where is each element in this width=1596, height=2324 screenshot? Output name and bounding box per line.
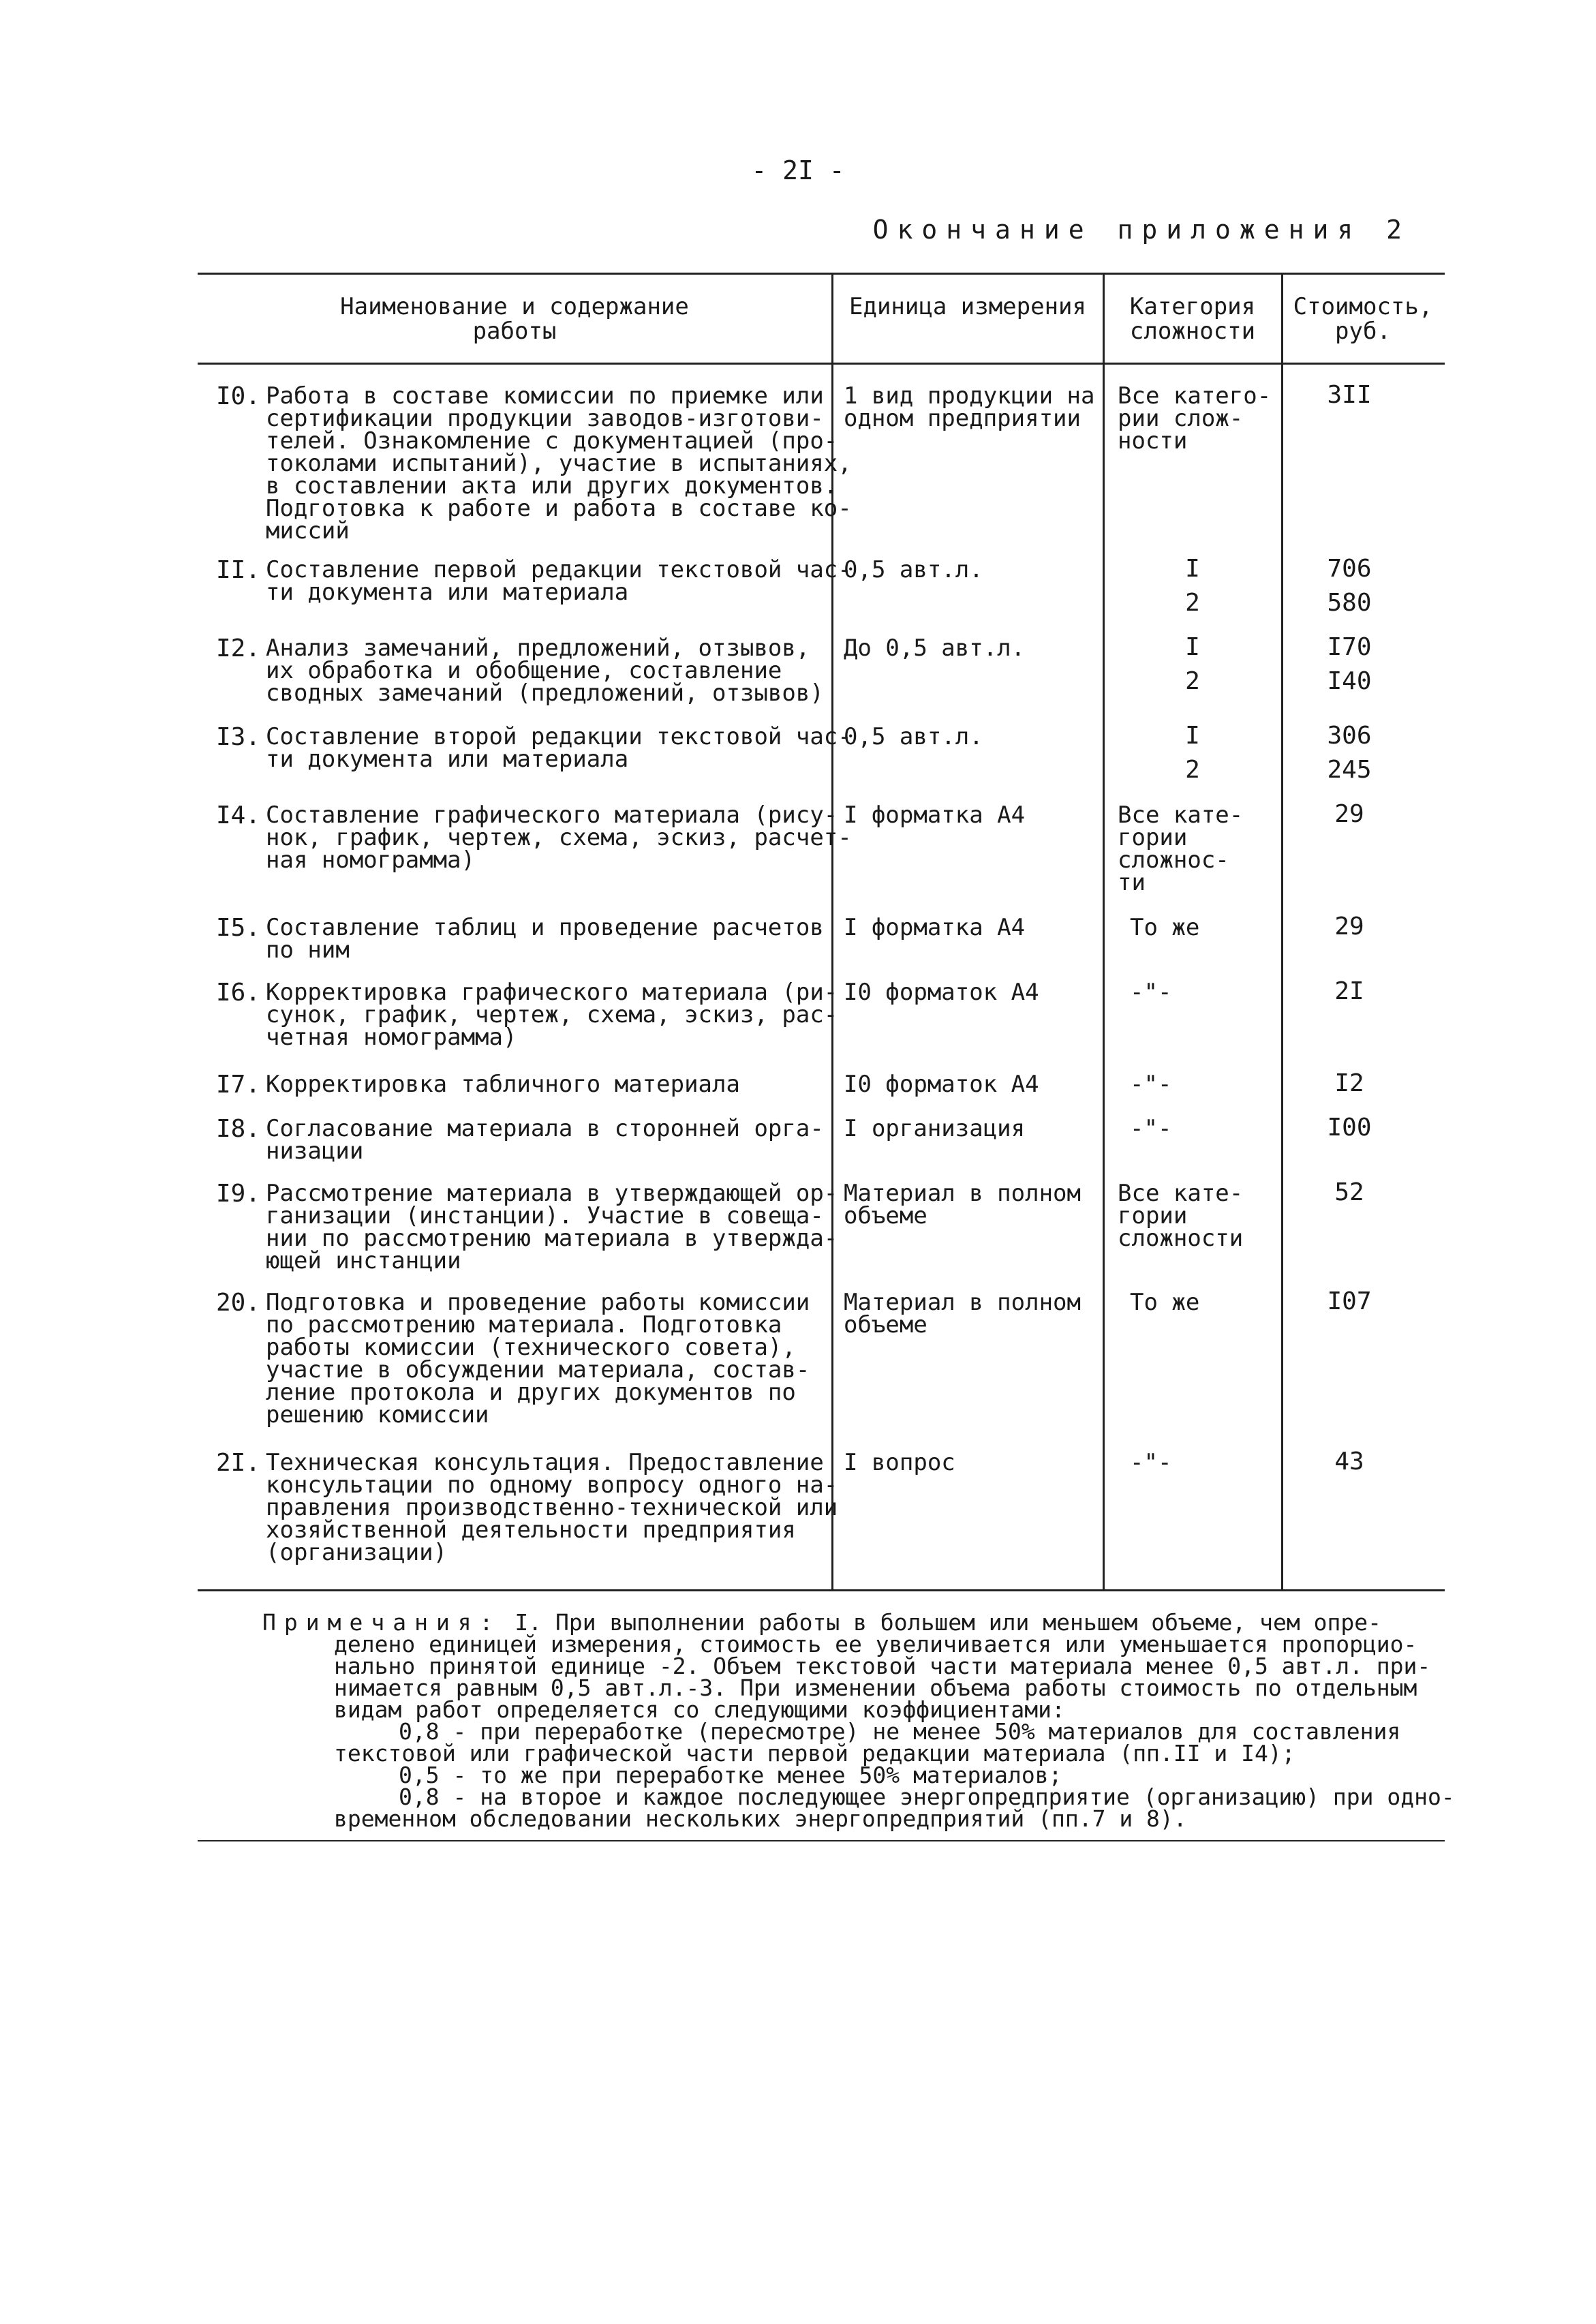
cost-value: 29 [1334, 913, 1364, 941]
header-unit: Единица измерения [849, 293, 1086, 320]
category-line: Все кате- [1118, 801, 1244, 829]
cost-value: I70 I40 [1327, 633, 1372, 695]
row-number: I4. [215, 801, 260, 829]
work-name-line: (организации) [266, 1539, 448, 1566]
work-name-line: Составление второй редакции текстовой час- [266, 723, 852, 750]
cost-value: I2 [1334, 1069, 1364, 1097]
category-line: То же [1130, 1289, 1200, 1316]
work-name-line: ти документа или материала [266, 746, 629, 773]
work-name-line: Составление первой редакции текстовой час- [266, 556, 852, 583]
work-name-line: ющей инстанции [266, 1247, 461, 1274]
notes-line: 0,5 - то же при переработке менее 50% материалов; [399, 1762, 1062, 1788]
unit-line: I форматка А4 [844, 914, 1026, 941]
unit-line: Материал в полном [844, 1180, 1081, 1207]
row-number: I7. [215, 1071, 260, 1099]
work-name-line: сводных замечаний (предложений, отзывов) [266, 679, 824, 707]
cost-value: 2I [1334, 977, 1364, 1005]
cost-value: 3II [1327, 381, 1372, 409]
category-values: I 2 [1185, 722, 1200, 784]
unit-line: 1 вид продукции на [844, 382, 1095, 410]
cost-value: I07 [1327, 1287, 1372, 1315]
notes-line: 0,8 - при переработке (пересмотре) не менее 50% материалов для составления [399, 1718, 1401, 1745]
cost-value: 52 [1334, 1178, 1364, 1206]
work-name-line: токолами испытаний), участие в испытаниях, [266, 450, 852, 477]
notes-block [262, 1609, 1482, 1832]
header-cost: Стоимость, руб. [1293, 293, 1433, 345]
work-name-line: ганизации (инстанции). Участие в совеща- [266, 1202, 824, 1229]
work-name-line: ная номограмма) [266, 846, 476, 874]
work-name-line: сертификации продукции заводов-изготови- [266, 405, 824, 432]
work-name-line: Рассмотрение материала в утверждающей ор- [266, 1180, 838, 1207]
work-name-line: нок, график, чертеж, схема, эскиз, расчет- [266, 824, 852, 851]
row-number: I3. [215, 723, 260, 751]
header-name: Наименование и содержание работы [340, 293, 689, 345]
row-number: I6. [215, 979, 260, 1007]
header-category: Категория сложности [1129, 293, 1256, 345]
cost-value: 43 [1334, 1448, 1364, 1476]
work-name-line: Корректировка табличного материала [266, 1071, 740, 1098]
unit-line: I форматка А4 [844, 801, 1026, 829]
work-name-line: в составлении акта или других документов. [266, 472, 838, 500]
work-name-line: работы комиссии (технического совета), [266, 1334, 796, 1361]
notes-line: видам работ определяется со следующими коэффициентами: [334, 1696, 1065, 1723]
category-line: ти [1118, 869, 1146, 896]
work-name-line: решению комиссии [266, 1401, 489, 1428]
category-line: -"- [1130, 1071, 1172, 1098]
row-number: I5. [215, 914, 260, 942]
unit-line: До 0,5 авт.л. [844, 634, 1026, 662]
work-name-line: участие в обсуждении материала, состав- [266, 1356, 810, 1383]
work-name-line: Подготовка и проведение работы комиссии [266, 1289, 810, 1316]
work-name-line: ление протокола и других документов по [266, 1379, 796, 1406]
work-name-line: хозяйственной деятельности предприятия [266, 1516, 796, 1544]
work-name-line: ти документа или материала [266, 579, 629, 606]
row-number: 2I. [215, 1449, 260, 1477]
work-name-line: Анализ замечаний, предложений, отзывов, [266, 634, 810, 662]
unit-line: одном предприятии [844, 405, 1081, 432]
work-name-line: низации [266, 1137, 364, 1165]
work-name-line: правления производственно-технической или [266, 1494, 838, 1521]
notes-line: делено единицей измерения, стоимость ее увеличивается или уменьшается пропорцио- [334, 1631, 1417, 1657]
category-values: I 2 [1185, 555, 1200, 617]
work-name-line: консультации по одному вопросу одного на- [266, 1471, 838, 1499]
category-line: сложнос- [1118, 846, 1229, 874]
row-number: I2. [215, 634, 260, 662]
category-line: гории [1118, 824, 1188, 851]
category-line: -"- [1130, 1115, 1172, 1142]
cost-value: 29 [1334, 800, 1364, 828]
category-line: -"- [1130, 979, 1172, 1006]
page-bottom-rule [198, 1840, 1445, 1841]
cost-value: 706 580 [1327, 555, 1372, 617]
category-line: рии слож- [1118, 405, 1244, 432]
notes-label: Примечания: [262, 1609, 502, 1636]
column-divider-category-cost [1281, 273, 1283, 1589]
category-line: Все кате- [1118, 1180, 1244, 1207]
unit-line: 0,5 авт.л. [844, 723, 983, 750]
row-number: 20. [215, 1289, 260, 1317]
unit-line: I0 форматок А4 [844, 979, 1039, 1006]
work-name-line: по ним [266, 936, 350, 964]
work-name-line: по рассмотрению материала. Подготовка [266, 1311, 782, 1339]
row-number: II. [215, 556, 260, 584]
unit-line: объеме [844, 1311, 927, 1339]
table-bottom-rule [198, 1589, 1445, 1591]
category-line: То же [1130, 914, 1200, 941]
category-line: -"- [1130, 1449, 1172, 1476]
unit-line: I организация [844, 1115, 1026, 1142]
unit-line: 0,5 авт.л. [844, 556, 983, 583]
work-name-line: Работа в составе комиссии по приемке или [266, 382, 824, 410]
row-number: I9. [215, 1180, 260, 1208]
work-name-line: Техническая консультация. Предоставление [266, 1449, 824, 1476]
row-number: I8. [215, 1115, 260, 1143]
category-line: ности [1118, 427, 1188, 455]
work-name-line: их обработка и обобщение, составление [266, 657, 782, 684]
cost-value: 306 245 [1327, 722, 1372, 784]
notes-text: I. При выполнении работы в большем или меньшем объеме, чем опре- [515, 1609, 1381, 1636]
category-line: гории [1118, 1202, 1188, 1229]
work-name-line: Согласование материала в сторонней орга- [266, 1115, 824, 1142]
category-line: Все катего- [1118, 382, 1272, 410]
work-name-line: четная номограмма) [266, 1024, 517, 1051]
unit-line: объеме [844, 1202, 927, 1229]
notes-line: текстовой или графической части первой редакции материала (пп.II и I4); [334, 1740, 1295, 1767]
unit-line: I0 форматок А4 [844, 1071, 1039, 1098]
appendix-title: Окончание приложения 2 [872, 215, 1411, 245]
unit-line: Материал в полном [844, 1289, 1081, 1316]
work-name-line: Составление графического материала (рису- [266, 801, 838, 829]
column-divider-unit-category [1103, 273, 1105, 1589]
table-header-rule [198, 363, 1445, 365]
unit-line: I вопрос [844, 1449, 955, 1476]
notes-line: временном обследовании нескольких энергопредприятий (пп.7 и 8). [334, 1805, 1187, 1832]
page-number: - 2I - [751, 155, 845, 185]
notes-line: 0,8 - на второе и каждое последующее энергопредприятие (организацию) при одно- [399, 1784, 1455, 1810]
work-name-line: Составление таблиц и проведение расчетов [266, 914, 824, 941]
notes-line: нимается равным 0,5 авт.л.-3. При изменении объема работы стоимость по отдельным [334, 1675, 1417, 1701]
cost-value: I00 [1327, 1114, 1372, 1142]
table-top-rule [198, 273, 1445, 275]
work-name-line: нии по рассмотрению материала в утвержда- [266, 1225, 838, 1252]
notes-line: нально принятой единице -2. Объем текстовой части материала менее 0,5 авт.л. при- [334, 1653, 1431, 1679]
row-number: I0. [215, 382, 260, 410]
work-name-line: миссий [266, 517, 350, 545]
category-values: I 2 [1185, 633, 1200, 695]
work-name-line: сунок, график, чертеж, схема, эскиз, рас- [266, 1001, 838, 1028]
category-line: сложности [1118, 1225, 1244, 1252]
work-name-line: телей. Ознакомление с документацией (про- [266, 427, 838, 455]
work-name-line: Корректировка графического материала (ри- [266, 979, 838, 1006]
work-name-line: Подготовка к работе и работа в составе ко- [266, 495, 852, 522]
